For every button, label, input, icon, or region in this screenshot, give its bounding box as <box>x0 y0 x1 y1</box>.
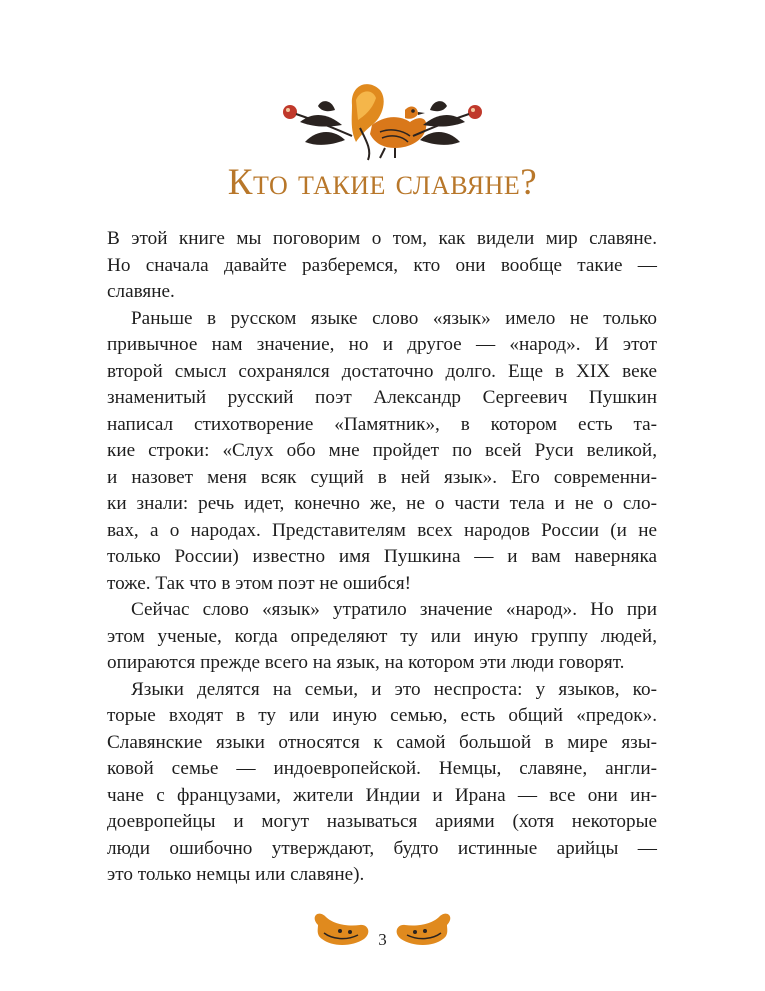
page-number: 3 <box>378 930 387 949</box>
text-line: доевропейцы и могут называться ариями (хотя некоторые <box>107 811 657 832</box>
text-line: ковой семье — индоевропейской. Немцы, славяне, англи- <box>107 758 657 779</box>
text-line: и назовет меня всяк сущий в ней язык». Его современни- <box>107 466 657 488</box>
text-line: В этой книге мы поговорим о том, как видели мир славяне. <box>107 228 657 249</box>
text-line: это только немцы или славяне). <box>107 864 365 885</box>
body-text <box>107 226 657 889</box>
left-branch-icon <box>283 101 352 145</box>
text-line: знаменитый русский поэт Александр Сергеевич Пушкин <box>107 387 657 408</box>
text-line: привычное нам значение, но и другое — «народ». И этот <box>107 334 657 355</box>
bird-icon <box>352 84 427 160</box>
berry-left-icon <box>283 105 297 119</box>
text-line: Славянские языки относятся к самой большой в мире язы- <box>107 731 657 753</box>
text-line: кие строки: «Слух обо мне пройдет по всей Руси великой, <box>107 440 657 461</box>
text-line: Сейчас слово «язык» утратило значение «народ». Но при <box>131 599 657 620</box>
text-line: славяне. <box>107 281 175 302</box>
text-line: написал стихотворение «Памятник», в котором есть та- <box>107 413 657 435</box>
text-line: только России) известно имя Пушкина — и вам наверняка <box>107 546 657 567</box>
bird-ornament-icon <box>0 70 765 165</box>
text-line: Раньше в русском языке слово «язык» имело не только <box>131 307 657 329</box>
text-line: чане с французами, жители Индии и Ирана — все они ин- <box>107 784 657 806</box>
text-line: торые входят в ту или иную семью, есть общий «предок». <box>107 705 657 726</box>
page-title: Кто такие славяне? <box>227 162 538 203</box>
text-line: вах, а о народах. Представителям всех народов России (и не <box>107 519 657 541</box>
text-line: люди ошибочно утверждают, будто истинные арийцы — <box>107 837 657 859</box>
text-line: второй смысл сохранялся достаточно долго. Еще в XIX веке <box>107 360 657 382</box>
berry-right-icon <box>468 105 482 119</box>
text-line: Языки делятся на семьи, и это неспроста: у языков, ко- <box>131 678 657 700</box>
text-line: опираются прежде всего на язык, на котором эти люди говорят. <box>107 652 625 673</box>
text-line: Но сначала давайте разберемся, кто они вообще такие — <box>107 254 657 276</box>
text-line: этом ученые, когда определяют ту или иную группу людей, <box>107 625 657 647</box>
text-line: тоже. Так что в этом поэт не ошибся! <box>107 572 412 594</box>
text-line: ки знали: речь идет, конечно же, не о части тела и не о сло- <box>107 493 657 514</box>
